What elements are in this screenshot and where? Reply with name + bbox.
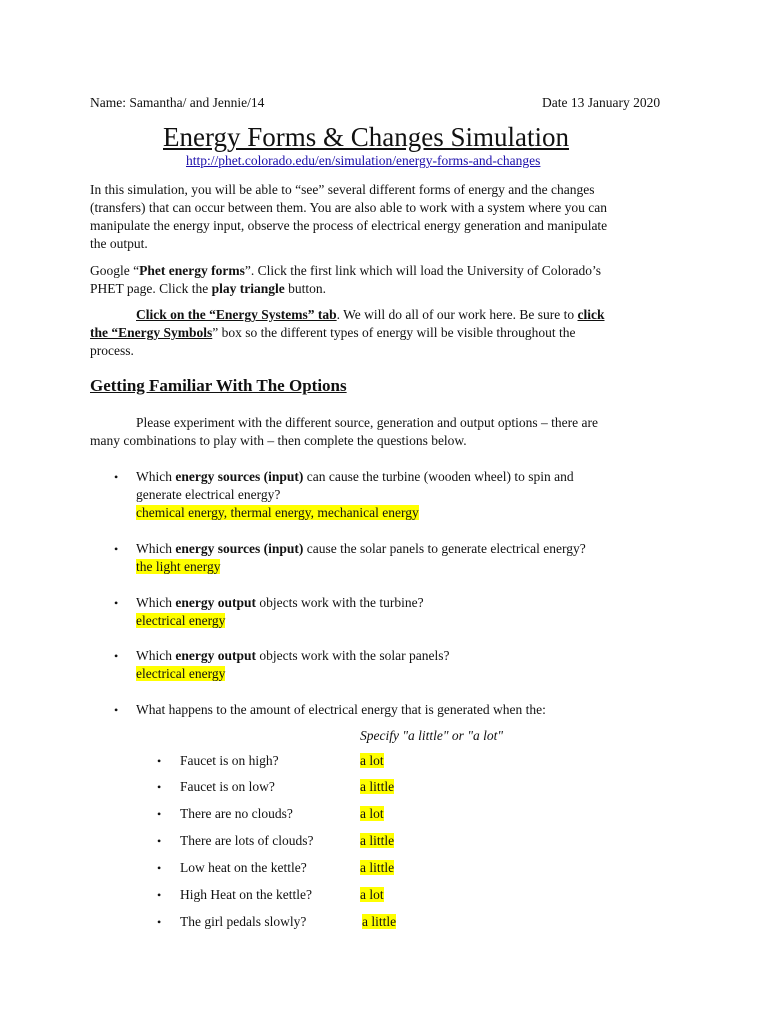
answer-4: electrical energy — [136, 666, 226, 681]
bullet-icon: • — [157, 915, 162, 929]
name-label: Name: — [90, 95, 126, 110]
question-4-bold: energy output — [175, 648, 256, 663]
name-value: Samantha/ and Jennie/14 — [129, 95, 265, 110]
intro-line-1: In this simulation, you will be able to “see” several different forms of energy and the changes — [90, 182, 595, 197]
condition-label: Faucet is on high? — [180, 753, 279, 768]
answer-3: electrical energy — [136, 613, 226, 628]
google-term: Phet energy forms — [139, 263, 245, 278]
question-3-bold: energy output — [175, 595, 256, 610]
intro-line-3: manipulate the energy input, observe the process of electrical energy generation and manipulate — [90, 218, 608, 233]
google-line-2 — [90, 280, 326, 298]
bullet-icon: • — [157, 888, 162, 902]
question-2 — [136, 540, 586, 558]
condition-label: High Heat on the kettle? — [180, 887, 312, 902]
condition-answer: a lot — [360, 887, 384, 902]
date-line — [542, 94, 660, 112]
intro-line-2: (transfers) that can occur between them. You are also able to work with a system where you can — [90, 200, 607, 215]
question-3 — [136, 594, 424, 612]
instructions-line-2: many combinations to play with – then complete the questions below. — [90, 433, 467, 448]
condition-answer: a little — [360, 833, 395, 848]
energy-systems-line-2 — [90, 324, 575, 342]
condition-label: The girl pedals slowly? — [180, 914, 307, 929]
page-title: Energy Forms & Changes Simulation — [163, 122, 569, 152]
condition-answer: a little — [360, 779, 395, 794]
energy-systems-mid: . We will do all of our work here. Be sure to — [336, 307, 578, 322]
question-2-post: cause the solar panels to generate electrical energy? — [303, 541, 586, 556]
bullet-icon: • — [114, 649, 119, 663]
condition-answer: a lot — [360, 753, 384, 768]
energy-systems-line-1 — [136, 306, 605, 324]
bullet-icon: • — [157, 807, 162, 821]
question-1-pre: Which — [136, 469, 176, 484]
date-label: Date — [542, 95, 568, 110]
question-4-post: objects work with the solar panels? — [256, 648, 450, 663]
date-value: 13 January 2020 — [570, 95, 661, 110]
instructions-line-1: Please experiment with the different source, generation and output options – there are — [136, 415, 598, 430]
bullet-icon: • — [114, 542, 119, 556]
bullet-icon: • — [114, 596, 119, 610]
condition-label: Low heat on the kettle? — [180, 860, 307, 875]
condition-answer: a lot — [360, 806, 384, 821]
bullet-icon: • — [157, 861, 162, 875]
condition-label: There are lots of clouds? — [180, 833, 314, 848]
google-post: ”. Click the first link which will load the University of Colorado’s — [244, 263, 602, 278]
question-3-pre: Which — [136, 595, 176, 610]
bullet-icon: • — [114, 470, 119, 484]
answer-2: the light energy — [136, 559, 221, 574]
energy-systems-line-3: process. — [90, 343, 134, 358]
question-2-bold: energy sources (input) — [175, 541, 304, 556]
intro-line-4: the output. — [90, 236, 148, 251]
question-1-post: can cause the turbine (wooden wheel) to spin and — [303, 469, 574, 484]
google-pre: Google “ — [90, 263, 140, 278]
question-1 — [136, 468, 574, 486]
section-heading: Getting Familiar With The Options — [90, 376, 347, 395]
bullet-icon: • — [114, 703, 119, 717]
question-3-post: objects work with the turbine? — [256, 595, 424, 610]
simulation-link[interactable]: http://phet.colorado.edu/en/simulation/energy-forms-and-changes — [186, 153, 541, 168]
bullet-icon: • — [157, 834, 162, 848]
energy-systems-line2-rest: ” box so the different types of energy will be visible throughout the — [212, 325, 576, 340]
question-2-pre: Which — [136, 541, 176, 556]
energy-systems-tab-text: Click on the “Energy Systems” tab — [136, 307, 337, 322]
play-triangle-text: play triangle — [211, 281, 285, 296]
google-line2-post: button. — [284, 281, 326, 296]
question-1-line-2: generate electrical energy? — [136, 487, 281, 502]
google-line-1 — [90, 262, 601, 280]
question-1-bold: energy sources (input) — [175, 469, 304, 484]
question-4 — [136, 647, 449, 665]
click-text: click — [577, 307, 605, 322]
question-4-pre: Which — [136, 648, 176, 663]
specify-note: Specify "a little" or "a lot" — [360, 728, 504, 743]
condition-label: There are no clouds? — [180, 806, 293, 821]
condition-label: Faucet is on low? — [180, 779, 275, 794]
bullet-icon: • — [157, 780, 162, 794]
energy-symbols-text: the “Energy Symbols — [90, 325, 213, 340]
condition-answer: a little — [360, 860, 395, 875]
condition-answer: a little — [362, 914, 397, 929]
bullet-icon: • — [157, 754, 162, 768]
question-5: What happens to the amount of electrical energy that is generated when the: — [136, 702, 546, 717]
google-line2-pre: PHET page. Click the — [90, 281, 212, 296]
answer-1: chemical energy, thermal energy, mechanical energy — [136, 505, 419, 520]
name-line — [90, 94, 264, 112]
